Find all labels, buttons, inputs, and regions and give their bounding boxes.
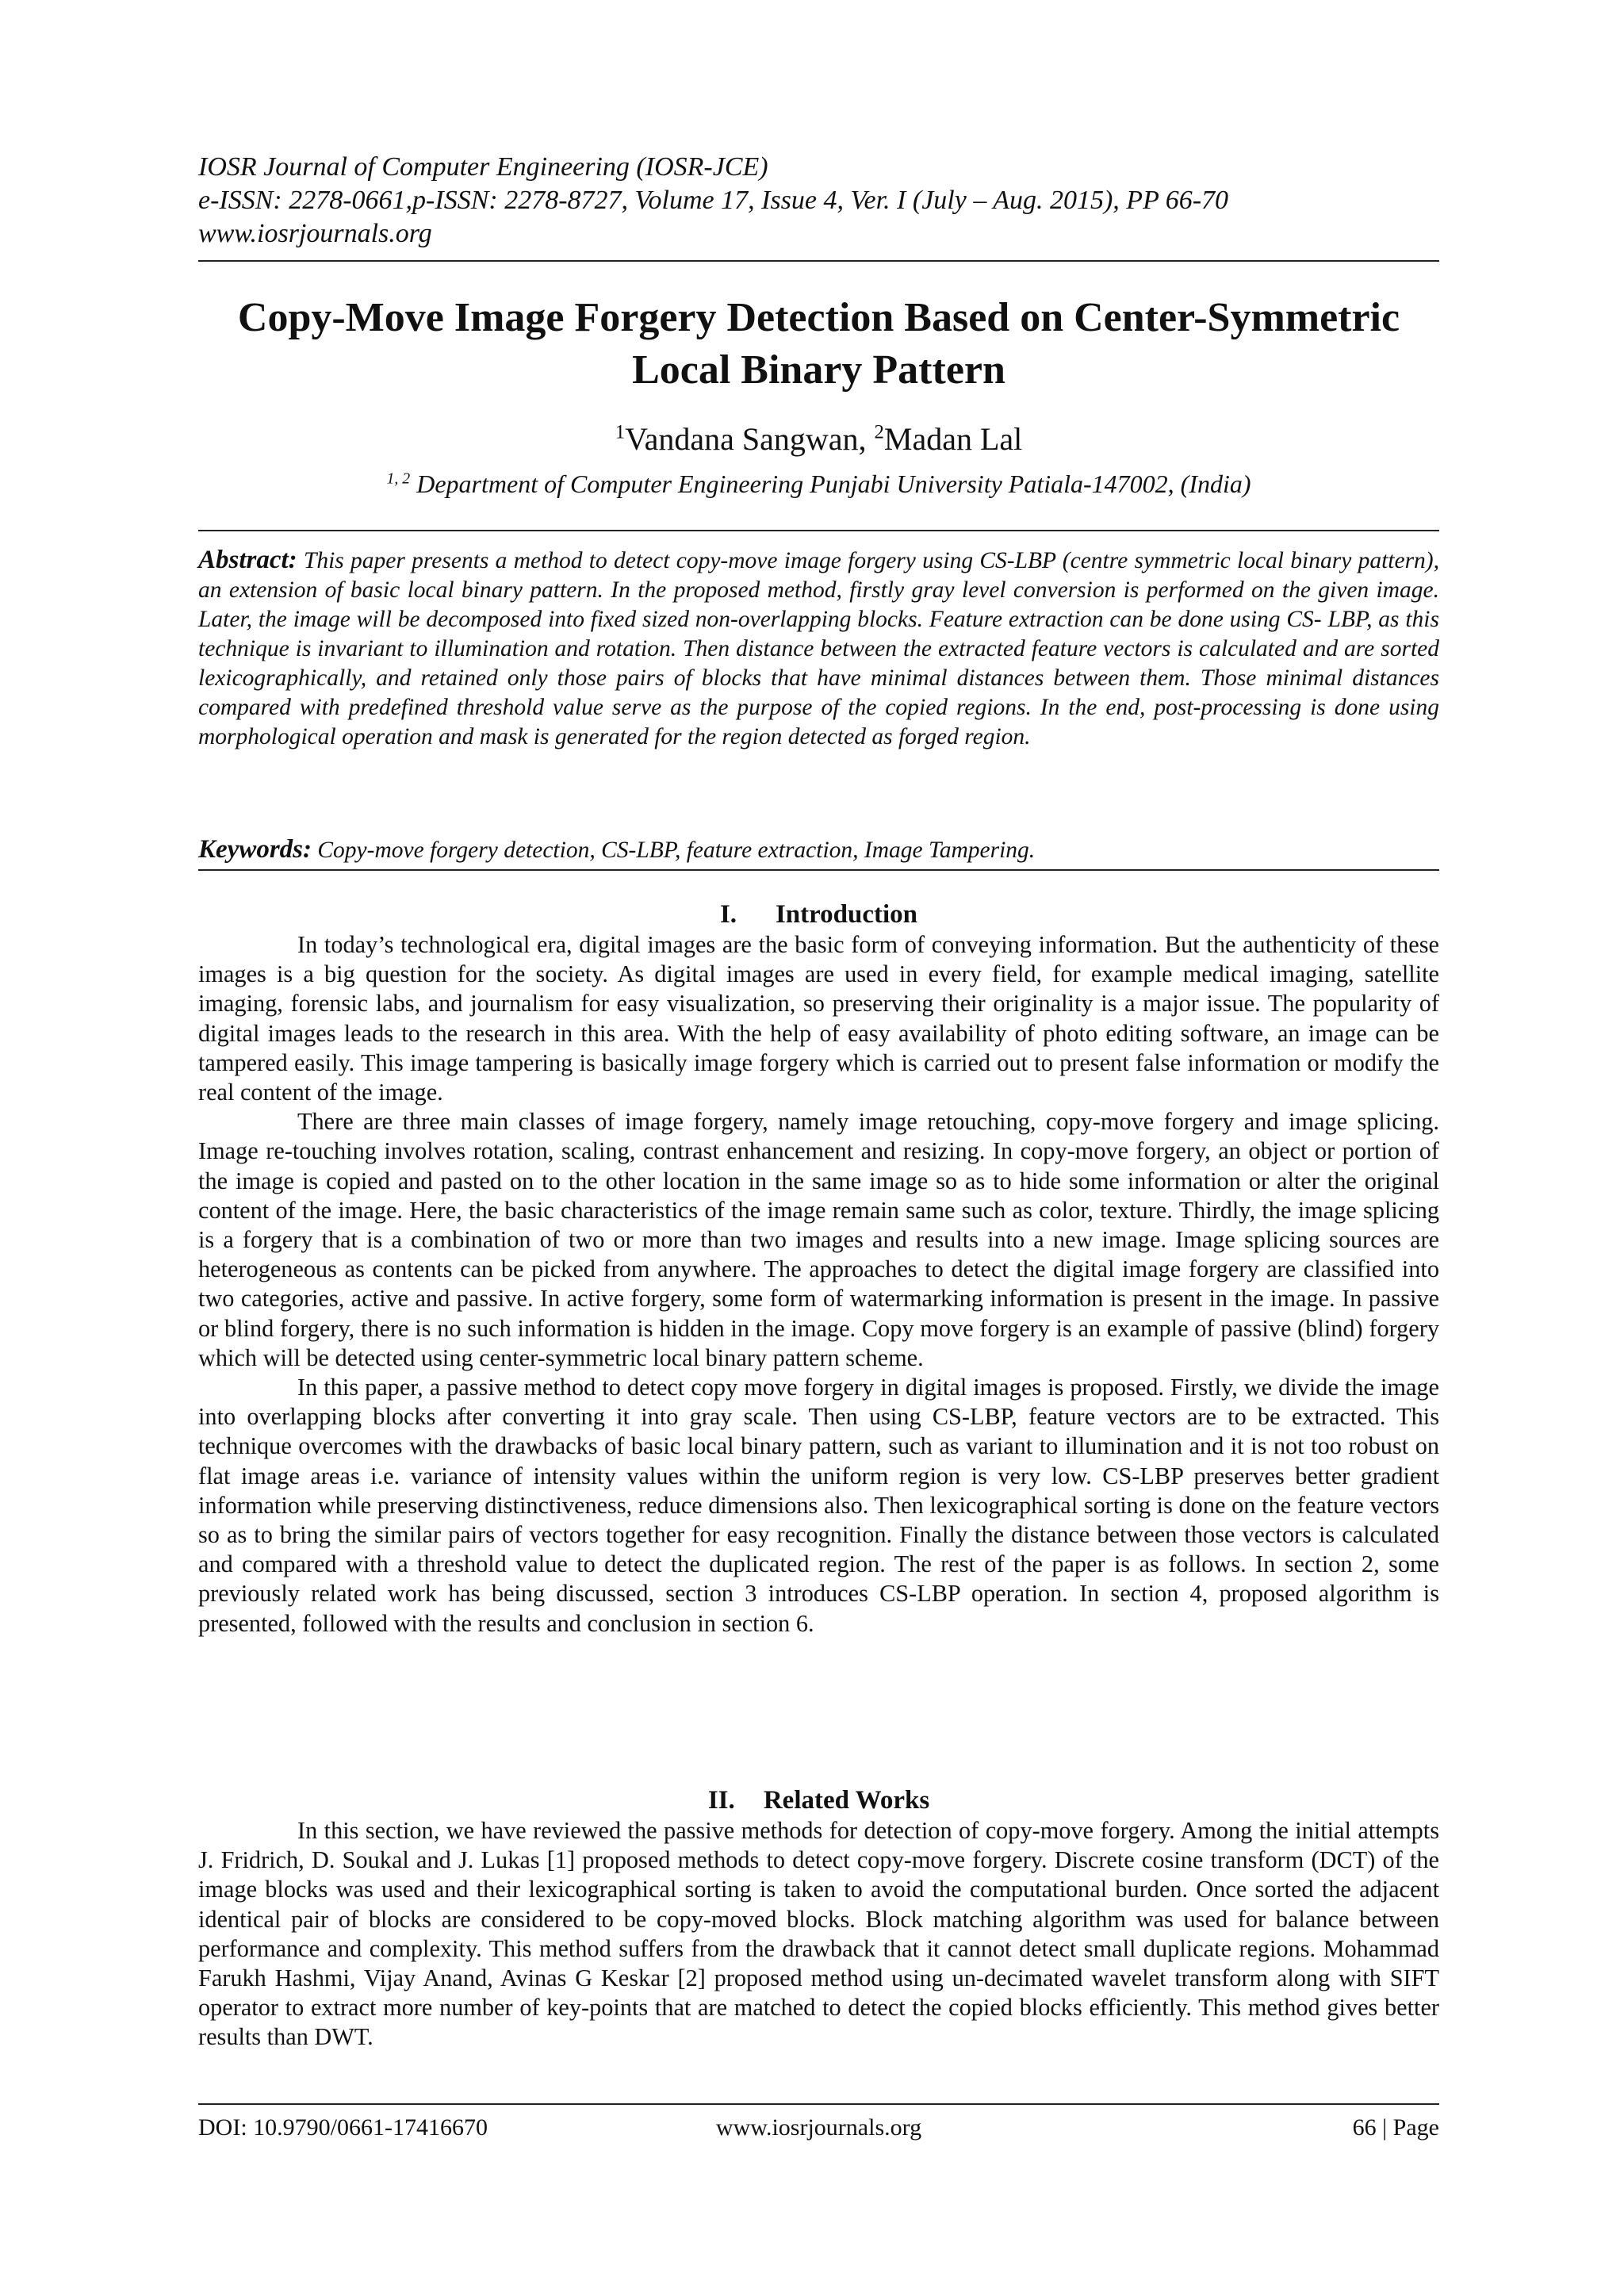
- abstract-bottom-rule: [198, 869, 1439, 871]
- footer-page-number: 66 | Page: [1352, 2114, 1439, 2141]
- affiliation: [198, 468, 1439, 500]
- author-1: Vandana Sangwan,: [625, 421, 875, 457]
- footer-doi: DOI: 10.9790/0661-17416670: [198, 2114, 488, 2141]
- author-2-sup: 2: [874, 421, 884, 443]
- keywords-text: Copy-move forgery detection, CS-LBP, feature extraction, Image Tampering.: [317, 838, 1036, 863]
- keywords: [198, 835, 1439, 865]
- author-2: Madan Lal: [883, 421, 1023, 457]
- journal-website: www.iosrjournals.org: [198, 219, 432, 248]
- journal-issn: e-ISSN: 2278-0661,p-ISSN: 2278-8727, Volume 17, Issue 4, Ver. I (July – Aug. 2015), PP 66-70: [198, 186, 1229, 215]
- abstract-top-rule: [198, 530, 1439, 531]
- section-1-heading: [198, 899, 1439, 930]
- author-list: [198, 420, 1439, 458]
- abstract-text: This paper presents a method to detect copy-move image forgery using CS-LBP (centre symmetric local binary pattern), an extension of basic local binary pattern. In the proposed method, firstly gray level conversion is performed on the given image. Later, the image will be decomposed into fixed sized non-overlapping blocks. Feature extraction can be done using CS- LBP, as this technique is invariant to illumination and rotation. Then distance between the extracted feature vectors is calculated and are sorted lexicographically, and retained only those pairs of blocks that have minimal distances between them. Those minimal distances compared with predefined threshold value serve as the purpose of the copied regions. In the end, post-processing is done using morphological operation and mask is generated for the region detected as forged region.: [198, 548, 1439, 749]
- abstract: [198, 546, 1439, 752]
- title-line-1: Copy-Move Image Forgery Detection Based on Center-Symmetric: [237, 295, 1400, 340]
- journal-header: [198, 151, 1439, 251]
- paper-title: [198, 292, 1439, 397]
- footer-website: www.iosrjournals.org: [715, 2114, 922, 2141]
- affiliation-text: Department of Computer Engineering Punjabi University Patiala-147002, (India): [416, 470, 1251, 498]
- title-line-2: Local Binary Pattern: [632, 347, 1005, 393]
- paragraph: In this section, we have reviewed the passive methods for detection of copy-move forgery. Among the initial attempts J. Fridrich, D. Soukal and J. Lukas [1] proposed methods to detect copy-move forgery. Discrete cosine transform (DCT) of the image blocks was used and their lexicographical sorting is taken to avoid the computational burden. Once sorted the adjacent identical pair of blocks are considered to be copy-moved blocks. Block matching algorithm was used for balance between performance and complexity. This method suffers from the drawback that it cannot detect small duplicate regions. Mohammad Farukh Hashmi, Vijay Anand, Avinas G Keskar [2] proposed method using un-decimated wavelet transform along with SIFT operator to extract more number of key-points that are matched to detect the copied blocks efficiently. This method gives better results than DWT.: [198, 1817, 1439, 2051]
- keywords-label: Keywords:: [198, 835, 312, 864]
- section-2-number: II.: [707, 1786, 735, 1815]
- paragraph: There are three main classes of image forgery, namely image retouching, copy-move forgery and image splicing. Image re-touching involves rotation, scaling, contrast enhancement and resizing. In copy-move forgery, an object or portion of the image is copied and pasted on to the other location in the same image so as to hide some information or alter the original content of the image. Here, the basic characteristics of the image remain same such as color, texture. Thirdly, the image splicing is a forgery that is a combination of two or more than two images and results into a new image. Image splicing sources are heterogeneous as contents can be picked from anywhere. The approaches to detect the digital image forgery are classified into two categories, active and passive. In active forgery, some form of watermarking information is present in the image. In passive or blind forgery, there is no such information is hidden in the image. Copy move forgery is an example of passive (blind) forgery which will be detected using center-symmetric local binary pattern scheme.: [198, 1108, 1439, 1371]
- section-2-body: [198, 1816, 1439, 2053]
- section-1-title: Introduction: [775, 900, 918, 929]
- footer-rule: [198, 2103, 1439, 2105]
- journal-name: IOSR Journal of Computer Engineering (IOSR-JCE): [198, 152, 768, 182]
- section-2-heading: [198, 1784, 1439, 1816]
- abstract-label: Abstract:: [198, 546, 297, 574]
- paragraph: In today’s technological era, digital images are the basic form of conveying information. But the authenticity of these images is a big question for the society. As digital images are used in every field, for example medical imaging, satellite imaging, forensic labs, and journalism for easy visualization, so preserving their originality is a major issue. The popularity of digital images leads to the research in this area. With the help of easy availability of photo editing software, an image can be tampered easily. This image tampering is basically image forgery which is carried out to present false information or modify the real content of the image.: [198, 931, 1439, 1106]
- paragraph: In this paper, a passive method to detect copy move forgery in digital images is proposed. Firstly, we divide the image into overlapping blocks after converting it into gray scale. Then using CS-LBP, feature vectors are to be extracted. This technique overcomes with the drawbacks of basic local binary pattern, such as variant to illumination and it is not too robust on flat image areas i.e. variance of intensity values within the uniform region is very low. CS-LBP preserves better gradient information while preserving distinctiveness, reduce dimensions also. Then lexicographical sorting is done on the feature vectors so as to bring the similar pairs of vectors together for easy recognition. Finally the distance between those vectors is calculated and compared with a threshold value to detect the duplicated region. The rest of the paper is as follows. In section 2, some previously related work has being discussed, section 3 introduces CS-LBP operation. In section 4, proposed algorithm is presented, followed with the results and conclusion in section 6.: [198, 1374, 1439, 1637]
- section-2-title: Related Works: [763, 1786, 930, 1815]
- header-rule: [198, 260, 1439, 262]
- affiliation-sup: 1, 2: [386, 470, 411, 488]
- section-1-number: I.: [719, 900, 737, 929]
- section-1-body: [198, 930, 1439, 1639]
- author-1-sup: 1: [615, 421, 626, 443]
